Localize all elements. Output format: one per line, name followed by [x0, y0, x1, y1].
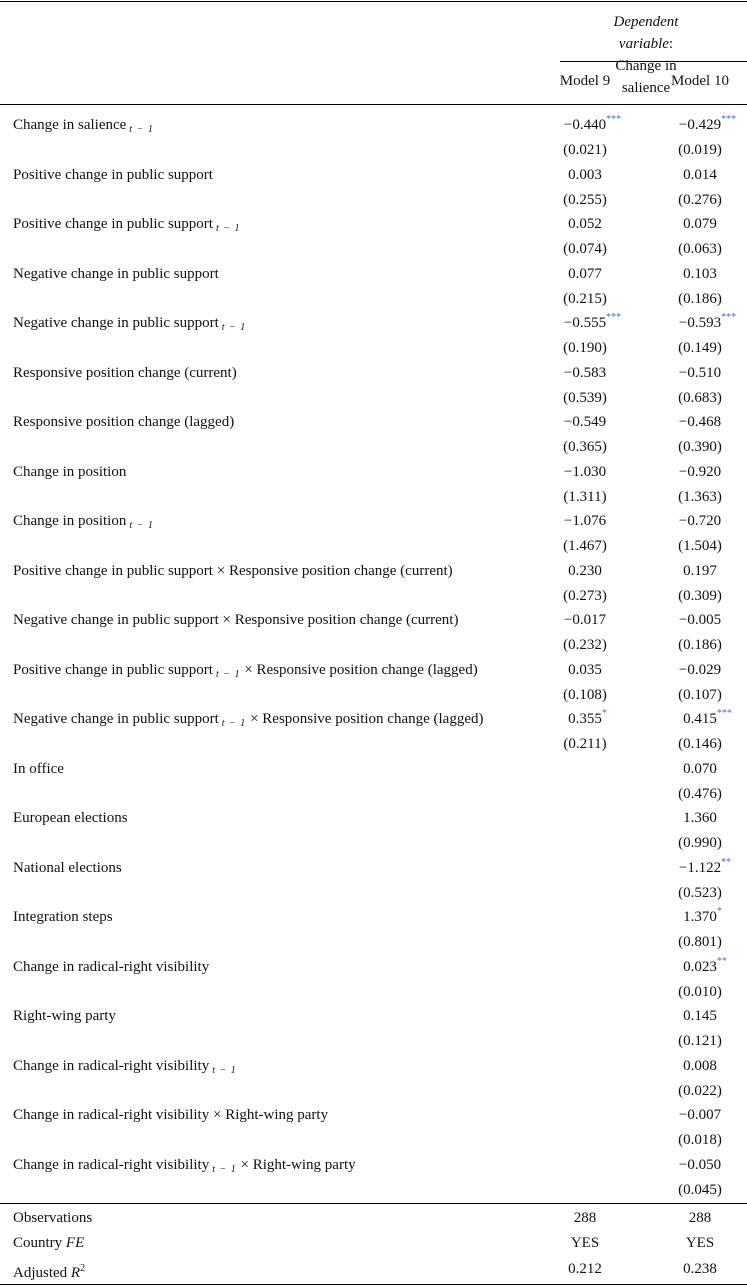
model-10-standard-error: (0.121) [678, 1033, 722, 1049]
interaction-times: × [244, 662, 253, 678]
adjusted-r2-label [13, 1260, 85, 1282]
coefficient-value: 0.103 [683, 266, 717, 282]
coefficient-value: 0.077 [568, 266, 602, 282]
model-10-standard-error: (0.523) [678, 885, 722, 901]
lag-subscript: t − 1 [221, 322, 247, 333]
significance-stars: *** [721, 312, 737, 323]
model-9-standard-error: (0.273) [563, 588, 607, 604]
model-9-standard-error: (0.074) [563, 241, 607, 257]
coefficient-value: −0.440 [563, 117, 607, 133]
model-10-standard-error: (0.063) [678, 241, 722, 257]
variable-name: Change in position [13, 513, 127, 529]
bottom-rule [0, 1284, 747, 1285]
model-10-standard-error: (0.045) [678, 1182, 722, 1198]
dv-colon: : [668, 36, 674, 52]
coefficient-value: −0.007 [678, 1107, 722, 1123]
model-9-standard-error: (0.255) [563, 192, 607, 208]
adjusted-r2-model-9: 0.212 [568, 1261, 602, 1277]
lag-subscript: t − 1 [212, 1065, 237, 1076]
coefficient-value: 0.079 [683, 216, 717, 232]
model-10-coefficient [683, 1057, 717, 1075]
model-10-standard-error: (1.504) [678, 538, 722, 554]
coefficient-value: 0.014 [683, 167, 717, 183]
model-10-standard-error: (0.276) [678, 192, 722, 208]
variable-name: In office [13, 761, 64, 777]
significance-stars: *** [716, 708, 732, 719]
significance-stars: ** [721, 857, 732, 868]
row-label [13, 760, 64, 778]
coefficient-value: −0.555 [563, 315, 607, 331]
model-9-standard-error: (0.539) [563, 390, 607, 406]
coefficient-value: 0.023 [683, 959, 717, 975]
row-label [13, 1106, 328, 1124]
dv-name: Change in salience [615, 58, 677, 96]
model-10-standard-error: (0.010) [678, 984, 722, 1000]
coefficient-value: −0.468 [678, 414, 722, 430]
coefficient-value: 1.360 [683, 810, 717, 826]
adj-r2-text: Adjusted [13, 1265, 68, 1281]
model-10-coefficient [679, 611, 721, 629]
model-9-coefficient [568, 265, 602, 283]
top-rule [0, 1, 747, 2]
model-10-standard-error: (1.363) [678, 489, 722, 505]
lag-subscript: t − 1 [221, 718, 247, 729]
model-10-coefficient [683, 708, 732, 728]
model-10-standard-error: (0.309) [678, 588, 722, 604]
variable-name: Integration steps [13, 909, 113, 925]
observations-model-10: 288 [688, 1210, 712, 1226]
model-10-coefficient [683, 265, 717, 283]
variable-name: Negative change in public support [13, 612, 219, 628]
interaction-variable-name: Responsive position change (current) [228, 563, 453, 579]
model-9-coefficient [564, 364, 606, 382]
model-10-coefficient [683, 166, 717, 184]
model-10-standard-error: (0.476) [678, 786, 722, 802]
model-10-coefficient [683, 562, 717, 580]
observations-label: Observations [13, 1210, 93, 1226]
interaction-variable-name: Responsive position change (current) [234, 612, 459, 628]
model-10-standard-error: (0.019) [678, 142, 722, 158]
interaction-variable-name: Right-wing party [252, 1157, 356, 1173]
model-9-standard-error: (1.467) [563, 538, 607, 554]
header-bottom-rule [0, 104, 747, 105]
model-9-coefficient [568, 215, 602, 233]
model-10-standard-error: (0.990) [678, 835, 722, 851]
coefficient-value: 0.070 [683, 761, 717, 777]
variable-name: Positive change in public support [13, 167, 213, 183]
coefficient-value: 0.145 [683, 1008, 717, 1024]
coefficient-value: −0.429 [678, 117, 722, 133]
model-10-coefficient [678, 114, 737, 134]
model-10-coefficient [679, 463, 721, 481]
variable-name: Positive change in public support [13, 563, 213, 579]
variable-name: Change in radical-right visibility [13, 1157, 210, 1173]
variable-name: Responsive position change (current) [13, 365, 237, 381]
model-10-coefficient [683, 1007, 717, 1025]
row-label [13, 116, 154, 139]
footer-separator-rule [0, 1203, 747, 1204]
model-9-coefficient [563, 114, 622, 134]
model-10-coefficient [678, 857, 732, 877]
lag-subscript: t − 1 [129, 124, 154, 135]
coefficient-value: 0.230 [568, 563, 602, 579]
coefficient-value: −0.720 [678, 513, 722, 529]
row-label [13, 809, 128, 827]
model-10-standard-error: (0.186) [678, 291, 722, 307]
model-10-coefficient [683, 760, 717, 778]
row-label [13, 364, 237, 382]
row-label [13, 265, 219, 283]
row-label [13, 1057, 237, 1080]
model-9-standard-error: (0.215) [563, 291, 607, 307]
model-9-coefficient [564, 413, 606, 431]
coefficient-value: −1.076 [563, 513, 607, 529]
variable-name: Negative change in public support [13, 711, 219, 727]
variable-name: Change in salience [13, 117, 127, 133]
country-fe-model-9: YES [570, 1235, 600, 1251]
row-label [13, 215, 241, 238]
model-10-standard-error: (0.683) [678, 390, 722, 406]
model-10-standard-error: (0.390) [678, 439, 722, 455]
adjusted-r2-model-10: 0.238 [683, 1261, 717, 1277]
model-10-header: Model 10 [671, 73, 729, 89]
model-9-standard-error: (0.232) [563, 637, 607, 653]
variable-name: Responsive position change (lagged) [13, 414, 235, 430]
model-9-standard-error: (0.190) [563, 340, 607, 356]
row-label [13, 314, 246, 337]
model-10-coefficient [683, 956, 727, 976]
dv-label: Dependent variable [613, 14, 679, 52]
model-9-coefficient [564, 611, 606, 629]
coefficient-value: −0.005 [678, 612, 722, 628]
model-9-header: Model 9 [559, 73, 611, 89]
header-underline [560, 61, 747, 62]
model-10-coefficient [679, 364, 721, 382]
interaction-times: × [250, 711, 259, 727]
model-10-standard-error: (0.149) [678, 340, 722, 356]
row-label [13, 611, 458, 629]
model-9-coefficient [563, 312, 622, 332]
variable-name: Change in radical-right visibility [13, 959, 210, 975]
model-9-coefficient [564, 463, 606, 481]
row-label [13, 413, 234, 431]
model-9-coefficient [568, 562, 602, 580]
significance-stars: *** [606, 114, 622, 125]
model-9-coefficient [564, 512, 606, 530]
model-10-coefficient [683, 906, 722, 926]
model-10-standard-error: (0.018) [678, 1132, 722, 1148]
model-10-standard-error: (0.146) [678, 736, 722, 752]
model-9-standard-error: (0.365) [563, 439, 607, 455]
row-label [13, 859, 122, 877]
significance-stars: *** [606, 312, 622, 323]
lag-subscript: t − 1 [129, 520, 154, 531]
coefficient-value: 1.370 [683, 909, 717, 925]
variable-name: Change in radical-right visibility [13, 1107, 210, 1123]
coefficient-value: 0.035 [568, 662, 602, 678]
coefficient-value: −1.030 [563, 464, 607, 480]
coefficient-value: 0.415 [683, 711, 717, 727]
significance-stars: * [601, 708, 607, 719]
variable-name: Change in radical-right visibility [13, 1058, 210, 1074]
variable-name: Right-wing party [13, 1008, 116, 1024]
model-9-standard-error: (0.211) [563, 736, 607, 752]
coefficient-value: 0.052 [568, 216, 602, 232]
coefficient-value: −0.510 [678, 365, 722, 381]
model-9-standard-error: (0.021) [563, 142, 607, 158]
model-9-coefficient [568, 661, 602, 679]
coefficient-value: 0.355 [568, 711, 602, 727]
coefficient-value: −0.029 [678, 662, 722, 678]
country-fe-italic: FE [65, 1235, 85, 1251]
model-9-coefficient [568, 166, 602, 184]
model-10-coefficient [683, 215, 717, 233]
model-10-standard-error: (0.186) [678, 637, 722, 653]
variable-name: Change in position [13, 464, 127, 480]
row-label [13, 908, 113, 926]
interaction-variable-name: Right-wing party [225, 1107, 329, 1123]
variable-name: Positive change in public support [13, 216, 213, 232]
row-label [13, 710, 483, 733]
coefficient-value: −0.549 [563, 414, 607, 430]
model-9-coefficient [568, 708, 607, 728]
country-fe-text: Country [13, 1235, 63, 1251]
lag-subscript: t − 1 [215, 669, 241, 680]
coefficient-value: 0.008 [683, 1058, 717, 1074]
row-label [13, 958, 209, 976]
country-fe-model-10: YES [685, 1235, 715, 1251]
significance-stars: ** [716, 956, 727, 967]
coefficient-value: 0.197 [683, 563, 717, 579]
model-10-coefficient [679, 512, 721, 530]
interaction-times: × [240, 1157, 249, 1173]
row-label [13, 661, 478, 684]
coefficient-value: −0.050 [678, 1157, 722, 1173]
variable-name: National elections [13, 860, 122, 876]
model-9-standard-error: (0.108) [563, 687, 607, 703]
variable-name: Negative change in public support [13, 315, 219, 331]
row-label [13, 463, 126, 481]
variable-name: European elections [13, 810, 128, 826]
interaction-times: × [216, 563, 226, 579]
row-label [13, 166, 213, 184]
variable-name: Negative change in public support [13, 266, 219, 282]
variable-name: Positive change in public support [13, 662, 213, 678]
coefficient-value: −0.920 [678, 464, 722, 480]
model-10-coefficient [678, 312, 737, 332]
country-fe-label [13, 1234, 84, 1252]
interaction-variable-name: Responsive position change (lagged) [262, 711, 484, 727]
model-10-coefficient [679, 661, 721, 679]
row-label [13, 1156, 356, 1179]
model-10-coefficient [679, 1156, 721, 1174]
row-label [13, 1007, 116, 1025]
model-10-coefficient [679, 1106, 721, 1124]
model-10-standard-error: (0.022) [678, 1083, 722, 1099]
lag-subscript: t − 1 [215, 223, 241, 234]
model-9-standard-error: (1.311) [563, 489, 607, 505]
row-label [13, 512, 154, 535]
significance-stars: *** [721, 114, 737, 125]
interaction-times: × [222, 612, 231, 628]
observations-model-9: 288 [573, 1210, 597, 1226]
coefficient-value: −1.122 [678, 860, 722, 876]
model-10-coefficient [679, 413, 721, 431]
coefficient-value: −0.583 [563, 365, 607, 381]
model-10-coefficient [683, 809, 717, 827]
significance-stars: * [716, 906, 722, 917]
row-label [13, 562, 453, 580]
model-10-standard-error: (0.107) [678, 687, 722, 703]
interaction-times: × [212, 1107, 222, 1123]
adj-r2-italic: R [70, 1265, 81, 1281]
coefficient-value: −0.593 [678, 315, 722, 331]
adj-r2-sup: 2 [80, 1263, 86, 1274]
lag-subscript: t − 1 [212, 1164, 237, 1175]
coefficient-value: 0.003 [568, 167, 602, 183]
interaction-variable-name: Responsive position change (lagged) [256, 662, 478, 678]
model-10-standard-error: (0.801) [678, 934, 722, 950]
coefficient-value: −0.017 [563, 612, 607, 628]
